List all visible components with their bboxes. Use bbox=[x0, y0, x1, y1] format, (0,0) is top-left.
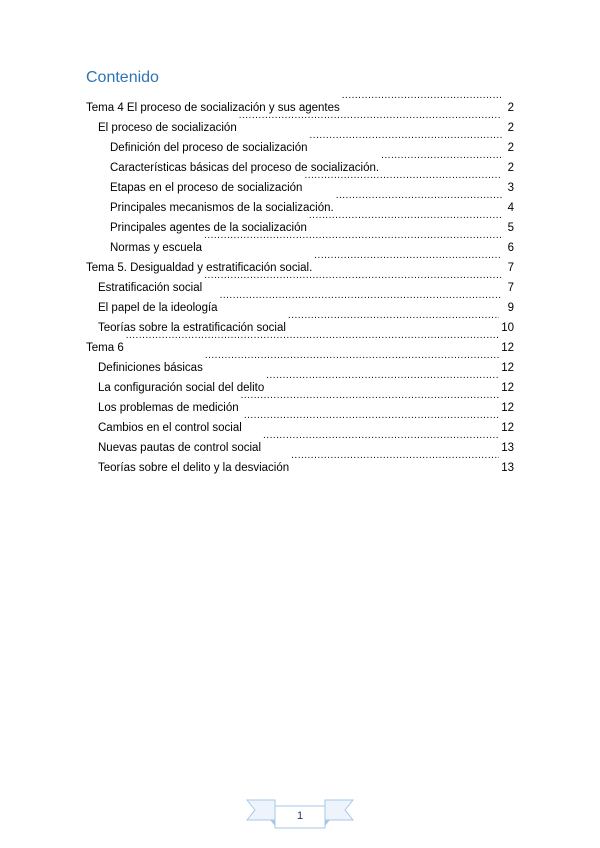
toc-leader-dots bbox=[244, 411, 499, 431]
toc-leader-dots bbox=[239, 111, 502, 131]
toc-entry-label: Definiciones básicas bbox=[98, 362, 203, 374]
toc-leader-dots bbox=[126, 331, 499, 351]
toc-entry-page: 3 bbox=[507, 182, 514, 194]
toc-leader-dots bbox=[310, 131, 502, 151]
toc-entry-label: Tema 6 bbox=[86, 342, 124, 354]
toc-entry-label: Etapas en el proceso de socialización bbox=[110, 182, 303, 194]
toc-entry-page: 2 bbox=[507, 102, 514, 114]
toc-entry-label: El papel de la ideología bbox=[98, 302, 218, 314]
toc-entry-page: 12 bbox=[501, 382, 514, 394]
toc-entry-label: Tema 4 El proceso de socialización y sus agentes bbox=[86, 102, 340, 114]
toc-leader-dots bbox=[291, 451, 499, 471]
toc-entry-label: Características básicas del proceso de socialización. bbox=[110, 162, 380, 174]
toc-leader-dots bbox=[288, 311, 499, 331]
toc-entry-label: Estratificación social bbox=[98, 282, 203, 294]
toc-entry-page: 12 bbox=[501, 402, 514, 414]
toc-leader-dots bbox=[309, 211, 502, 231]
toc-entry-label: Cambios en el control social bbox=[98, 422, 242, 434]
toc-entry-page: 4 bbox=[507, 202, 514, 214]
toc-entry-page: 2 bbox=[507, 122, 514, 134]
toc-entry-page: 6 bbox=[507, 242, 514, 254]
toc-leader-dots bbox=[204, 271, 502, 291]
toc-entry-page: 7 bbox=[507, 262, 514, 274]
toc-entry-label: Definición del proceso de socialización bbox=[110, 142, 308, 154]
toc-entry-tema-4[interactable] bbox=[86, 91, 514, 114]
toc-leader-dots bbox=[241, 391, 500, 411]
toc-entry-page: 5 bbox=[507, 222, 514, 234]
toc-leader-dots bbox=[381, 151, 502, 171]
toc-entry-label: Teorías sobre el delito y la desviación bbox=[98, 462, 290, 474]
toc-entry-label: Teorías sobre la estratificación social bbox=[98, 322, 286, 334]
toc-entry-page: 9 bbox=[507, 302, 514, 314]
toc-leader-dots bbox=[266, 371, 499, 391]
toc-entry-page: 12 bbox=[501, 422, 514, 434]
toc-entry-label: Los problemas de medición bbox=[98, 402, 239, 414]
toc-entry-label: Principales agentes de la socialización bbox=[110, 222, 307, 234]
toc-entry-label: La configuración social del delito bbox=[98, 382, 265, 394]
toc-entry-label: Tema 5. Desigualdad y estratificación social. bbox=[86, 262, 313, 274]
toc-entry-definiciones[interactable] bbox=[86, 351, 514, 374]
toc-leader-dots bbox=[204, 231, 502, 251]
toc-title: Contenido bbox=[86, 69, 159, 86]
toc-entry-page: 13 bbox=[501, 462, 514, 474]
toc-entry-page: 2 bbox=[507, 142, 514, 154]
toc-entry-page: 12 bbox=[501, 342, 514, 354]
toc-entry-tema-6[interactable] bbox=[86, 331, 514, 354]
toc-entry-page: 12 bbox=[501, 362, 514, 374]
toc-entry-page: 10 bbox=[501, 322, 514, 334]
table-of-contents bbox=[86, 91, 514, 474]
toc-leader-dots bbox=[220, 291, 502, 311]
page-number: 1 bbox=[296, 810, 304, 822]
toc-leader-dots bbox=[304, 171, 502, 191]
toc-leader-dots bbox=[314, 251, 502, 271]
toc-leader-dots bbox=[205, 351, 499, 371]
toc-leader-dots bbox=[342, 91, 502, 111]
toc-leader-dots bbox=[263, 431, 499, 451]
toc-entry-label: El proceso de socialización bbox=[98, 122, 237, 134]
toc-entry-label: Nuevas pautas de control social bbox=[98, 442, 262, 454]
toc-leader-dots bbox=[336, 191, 502, 211]
toc-entry-label: Normas y escuela bbox=[110, 242, 203, 254]
toc-entry-page: 13 bbox=[501, 442, 514, 454]
page-footer bbox=[245, 798, 355, 830]
toc-entry-page: 7 bbox=[507, 282, 514, 294]
toc-entry-page: 2 bbox=[507, 162, 514, 174]
toc-entry-label: Principales mecanismos de la socialización. bbox=[110, 202, 334, 214]
